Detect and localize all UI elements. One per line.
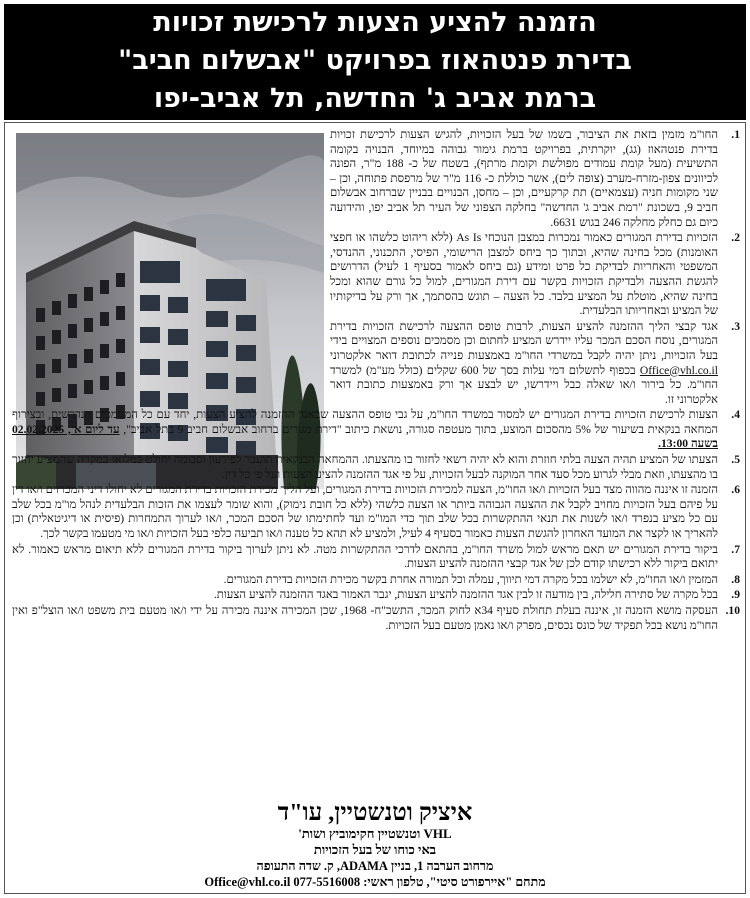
clause-6 <box>12 483 740 541</box>
contact-details: מתחם "איירפורט סיטי", טלפון ראשי: 077-5516008 Office@vhl.co.il <box>204 875 546 889</box>
title-line-3: ברמת אביב ג' החדשה, תל אביב-יפו <box>153 83 597 114</box>
clause-7 <box>12 543 740 572</box>
clause-2 <box>330 231 740 319</box>
clause-number: 1. <box>731 128 740 141</box>
clause-number: 5. <box>731 453 740 467</box>
clause-number: 3. <box>731 319 740 333</box>
clause-text: הצעות לרכישת הזכויות בדירת המגורים יש למסור במשרד החו"מ, על גבי טופס ההצעה שבאגד ההזמנה להציע הצעות, יחד עם כל המסמכים הנדרשים, ובצירוף המחאה בנקאית בשיעור של 5% מהסכום המוצע, בתוך מעטפה סגורה, נושאת כיתוב "דירת מגורים ברחוב אבשלום חביב 9 בתל אביב", <box>12 408 718 436</box>
deadline-text: עד ליום א', 02.02.2025 בשעה 13:00. <box>12 422 718 451</box>
clause-text-cont: בכפוף לתשלום דמי עלות בסך של 600 שקלים (כולל מע"מ) למשרד החו"מ. כל בירור ו/או שאלה כבל ויידרשו, יש לבצע אך ורק באמצעות כתובת דואר אלקטרוני זו. <box>330 363 718 406</box>
signatory-name: איציק וטנשטיין, עו"ד <box>277 800 473 826</box>
title-line-2: בדירת פנטהאוז בפרויקט "אבשלום חביב" <box>118 45 632 76</box>
clause-3 <box>330 320 740 408</box>
clause-4 <box>12 408 740 452</box>
clause-number: 8. <box>731 572 740 586</box>
clause-8 <box>12 573 740 588</box>
email-link[interactable]: Office@vhl.co.il <box>639 363 718 377</box>
clause-number: 10. <box>725 604 740 617</box>
clause-text: הצעתו של המציע תהיה הצעה בלתי חוזרת והוא לא יהיה רשאי לחזור בו מהצעתו. ההמחאה הבנקאית תועבר לפירעון וסכומה יחולט במלואו במקרה שהמציע יחזור בו מהצעתו, וזאת מבלי לגרוע מכל סעד אחר המוקנה לבעל הזכויות, על פי אגד ההזמנה להציע הצעות ועל פי כל דין. <box>12 453 718 481</box>
clause-number: 9. <box>731 588 740 602</box>
clause-text: העסקה מושא הזמנה זו, איננה בעלת תחולת סעיף 34א לחוק המכר, התשכ"ח- 1968, שכן המכירה איננה מכירה על ידי ו/או מטעם בית משפט ו/או הוצל"פ ואין החו"מ נושא בכל תפקיד של כונס נכסים, מפרק ו/או נאמן מטעם בעל הזכויות. <box>12 604 718 632</box>
clause-text: המזמין ו/או החו"מ, לא ישלמו בכל מקרה דמי תיווך, עמלה וכל תמורה אחרת בקשר מכירת הזכויות בדירת המגורים. <box>223 572 718 586</box>
law-firm-name: VHL וטנשטיין חקימוביץ ושות' <box>298 826 452 841</box>
clause-number: 7. <box>731 542 740 556</box>
clause-9 <box>12 588 740 603</box>
clause-10 <box>12 604 740 633</box>
signatory-role: באי כוחו של בעל הזכויות <box>313 842 437 857</box>
clause-number: 4. <box>731 408 740 422</box>
clause-number: 2. <box>731 231 740 245</box>
clause-text: החו"מ מזמין בזאת את הציבור, בשמו של בעל הזכויות, להגיש הצעות לרכישת זכויות בדירת פנטהאוז (גג), יוקרתית, בפרויקט ברמת גימור גבוהה במיוחד, הבנויה בקומה התשיעית (מעל קומת עמודים מפולשת וקומת מרתף), בשטח של כ- 188 מ"ר, הפונה לכיוונים צפון-מזרח-מערב (צופה לים), אשר כוללת כ- 116 מ"ר של מרפסת פתוחה, וכן – שני מקומות חניה (עצמאיים) תת קרקעיים, וכן – מחסן, הבנויים בבניין שברחוב אבשלום חביב 9, בשכונת "רמת אביב ג' החדשה" בחלקה הצפוני של העיר תל אביב יפו, והידועה כיום גם כחלק מחלקה 246 בגוש 6631. <box>330 128 718 229</box>
title-banner <box>4 4 746 120</box>
clause-text: בכל מקרה של סתירה חלילה, בין מודעה זו לבין אגד ההזמנה להציע הצעות, יגבר האמור באגד ההזמנה להציע הצעות. <box>213 588 718 602</box>
notice-body <box>12 128 740 634</box>
clause-number: 6. <box>731 483 740 497</box>
signature-block <box>150 800 600 890</box>
office-address: מרחוב הערבה 1, בניין ADAMA, ק. שדה התעופה <box>256 859 494 873</box>
title-line-1: הזמנה להציע הצעות לרכישת זכויות <box>153 7 597 38</box>
clause-text: הזמנה זו איננה מהווה מצד בעל הזכויות ו/או החו"מ, הצעה למכירת הזכויות בדירת המגורים, ועל הליך מכירת הזכויות בדירת המגורים לא יחולו דיני המכרזים ו/או דין על פיהם בעל הזכויות מחויב לקבל את ההצעה הגבוהה ביותר או הצעה כלשהי (ללא כל חובת נימוק), והוא שומר לעצמו את הזכות הבלעדית לנהל מו"מ בכל שלב עם כל מציע בנפרד ו/או לשנות את תנאי ההתקשרות בכל שלב תוך כדי המו"מ ועד לחתימתו של הסכם המכר, ו/או לערוך התמחרות (פיסית או דיגיטאלית) וכן להאריך או לקצר את המועד האחרון להגשת הצעות כאמור בסעיף 4 לעיל, ולמציע לא תהא כל טענה ו/או תביעה כלפי בעל הזכויות ו/או מי מטעמו בקשר לכך. <box>12 483 718 541</box>
clause-text: אגד קבצי הליך ההזמנה להציע הצעות, לרבות טופס ההצעה לרכישת הזכויות בדירת המגורים, נוסח הסכם המכר עליו יידרש המציע לחתום וכן מסמכים נוספים המצויים בידי בעל הזכויות, ניתן יהיה לקבל במשרדי החו"מ באמצעות פנייה לכתובת דואר אלקטרוני <box>330 319 718 362</box>
clause-1 <box>330 128 740 230</box>
clause-5 <box>12 453 740 482</box>
clause-text: ביקור בדירת המגורים יש תאם מראש למול משרד החו"מ, בהתאם לדרכי ההתקשרות מטה. לא ניתן לערוך ביקור בדירת המגורים ללא תיאום מראש כאמור. לא יתואם ביקור ללא רכישתו קודם לכן של אגד קבצי ההזמנה להציע הצעות. <box>12 542 718 571</box>
clause-text: הזכויות בדירת המגורים כאמור נמכרות במצבן הנוכחי As Is (ללא ריהוט כלשהו או חפצי האומנות) מכל בחינה שהיא, ובתוך כך ביחס למצבן הרישומי, הפיסי, התכנוני, ההנדסי, המשפטי והאחריות לבדיקת כל פרט ומידע (גם ביחס לאמור בסעיף 1 לעיל) הדרושים להגשת ההצעה ולבדיקת הזכויות בקשר עם דירת המגורים, למול כל גורם שהוא ומכל בחינה שהיא, מוטלת על המציע בלבד. כל הצעה – תוגש בהסתמך, אך ורק על בדיקותיו של המציע ובאחריותו הבלעדית. <box>330 231 719 318</box>
